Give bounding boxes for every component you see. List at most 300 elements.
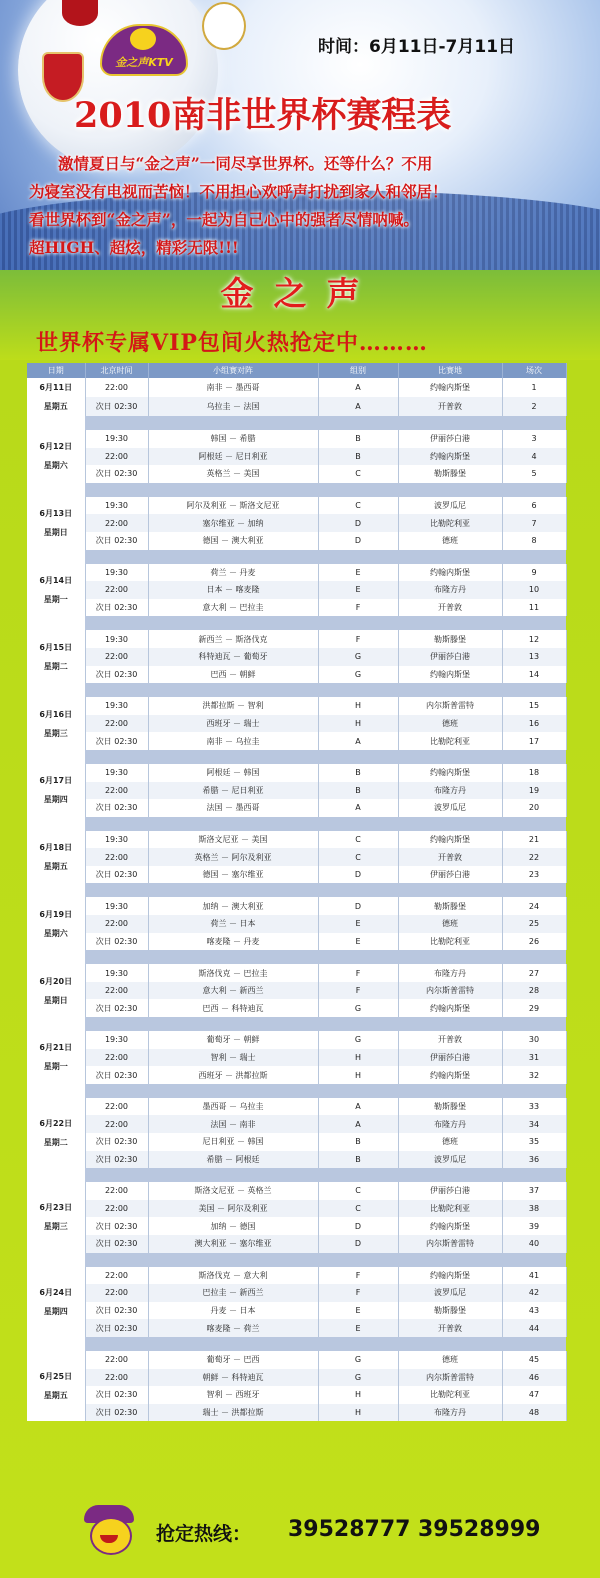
group: D	[318, 1217, 398, 1235]
match-fixture: 墨西哥 － 乌拉圭	[148, 1098, 318, 1116]
venue: 比勒陀利亚	[398, 933, 502, 951]
venue: 布隆方丹	[398, 1404, 502, 1422]
match-number: 46	[502, 1369, 566, 1387]
intro-line: 看世界杯到“金之声”，一起为自己心中的强者尽情呐喊。	[29, 210, 419, 229]
kickoff-time: 22:00	[85, 448, 148, 466]
match-fixture: 南非 － 乌拉圭	[148, 732, 318, 750]
separator-cell	[27, 1084, 85, 1098]
venue: 比勒陀利亚	[398, 514, 502, 532]
match-date: 6月20日	[39, 976, 73, 986]
venue: 德班	[398, 915, 502, 933]
day-separator	[27, 1017, 566, 1031]
kickoff-time: 次日 02:30	[85, 1302, 148, 1320]
separator-cell	[27, 750, 85, 764]
table-row	[27, 933, 566, 951]
separator-cell	[27, 1337, 85, 1351]
match-number: 28	[502, 982, 566, 1000]
venue: 开普敦	[398, 1319, 502, 1337]
table-row	[27, 715, 566, 733]
match-number: 11	[502, 599, 566, 617]
venue: 约翰内斯堡	[398, 831, 502, 849]
group: A	[318, 378, 398, 397]
match-number: 15	[502, 697, 566, 715]
separator-cell	[27, 683, 85, 697]
match-date: 6月13日	[39, 509, 73, 519]
table-row	[27, 697, 566, 715]
kickoff-time: 19:30	[85, 497, 148, 515]
match-fixture: 斯洛伐克 － 意大利	[148, 1267, 318, 1285]
match-number: 23	[502, 866, 566, 884]
match-fixture: 喀麦隆 － 荷兰	[148, 1319, 318, 1337]
table-row	[27, 848, 566, 866]
group: F	[318, 630, 398, 648]
group: B	[318, 764, 398, 782]
match-number: 38	[502, 1200, 566, 1218]
day-separator	[27, 750, 566, 764]
match-weekday: 星期二	[43, 1138, 68, 1147]
mascot-face-icon	[130, 28, 156, 50]
group: B	[318, 448, 398, 466]
table-row	[27, 999, 566, 1017]
match-number: 5	[502, 465, 566, 483]
venue: 约翰内斯堡	[398, 666, 502, 684]
kickoff-time: 次日 02:30	[85, 933, 148, 951]
table-row	[27, 497, 566, 515]
table-row	[27, 1404, 566, 1422]
separator-cell	[85, 1253, 566, 1267]
kickoff-time: 22:00	[85, 1284, 148, 1302]
group: E	[318, 915, 398, 933]
venue: 伊丽莎白港	[398, 648, 502, 666]
match-date: 6月17日	[39, 776, 73, 786]
match-fixture: 法国 － 南非	[148, 1115, 318, 1133]
separator-cell	[85, 1168, 566, 1182]
table-row	[27, 1049, 566, 1067]
table-row	[27, 666, 566, 684]
separator-cell	[85, 483, 566, 497]
match-fixture: 巴西 － 朝鲜	[148, 666, 318, 684]
kickoff-time: 次日 02:30	[85, 599, 148, 617]
match-date: 6月24日	[39, 1287, 73, 1297]
separator-cell	[27, 950, 85, 964]
table-row	[27, 1302, 566, 1320]
match-fixture: 希腊 － 阿根廷	[148, 1151, 318, 1169]
kickoff-time: 19:30	[85, 564, 148, 582]
kickoff-time: 22:00	[85, 782, 148, 800]
match-fixture: 洪都拉斯 － 智利	[148, 697, 318, 715]
table-row	[27, 915, 566, 933]
group: H	[318, 1049, 398, 1067]
match-number: 4	[502, 448, 566, 466]
venue: 勒斯滕堡	[398, 1302, 502, 1320]
kickoff-time: 22:00	[85, 648, 148, 666]
group: H	[318, 697, 398, 715]
match-fixture: 加纳 － 德国	[148, 1217, 318, 1235]
match-number: 26	[502, 933, 566, 951]
kickoff-time: 次日 02:30	[85, 666, 148, 684]
match-fixture: 乌拉圭 － 法国	[148, 397, 318, 416]
match-number: 29	[502, 999, 566, 1017]
match-fixture: 德国 － 塞尔维亚	[148, 866, 318, 884]
venue: 约翰内斯堡	[398, 448, 502, 466]
separator-cell	[85, 1337, 566, 1351]
match-weekday: 星期一	[43, 594, 68, 604]
table-row	[27, 630, 566, 648]
venue: 比勒陀利亚	[398, 1386, 502, 1404]
day-separator	[27, 1337, 566, 1351]
match-number: 2	[502, 397, 566, 416]
schedule-table	[27, 363, 567, 1421]
match-number: 13	[502, 648, 566, 666]
venue: 内尔斯普雷特	[398, 697, 502, 715]
date-cell	[27, 564, 85, 617]
match-fixture: 新西兰 － 斯洛伐克	[148, 630, 318, 648]
kickoff-time: 次日 02:30	[85, 465, 148, 483]
venue: 比勒陀利亚	[398, 1200, 502, 1218]
date-cell	[27, 697, 85, 750]
match-weekday: 星期四	[43, 1306, 68, 1316]
group: B	[318, 1151, 398, 1169]
hotline-label: 抢定热线：	[156, 1523, 252, 1545]
group: C	[318, 831, 398, 849]
separator-cell	[27, 883, 85, 897]
venue: 波罗瓜尼	[398, 1151, 502, 1169]
venue: 约翰内斯堡	[398, 1066, 502, 1084]
group: A	[318, 1115, 398, 1133]
table-row	[27, 581, 566, 599]
venue: 勒斯滕堡	[398, 630, 502, 648]
group: A	[318, 732, 398, 750]
match-number: 19	[502, 782, 566, 800]
venue: 布隆方丹	[398, 782, 502, 800]
kickoff-time: 22:00	[85, 514, 148, 532]
day-separator	[27, 817, 566, 831]
kickoff-time: 次日 02:30	[85, 999, 148, 1017]
table-row	[27, 378, 566, 397]
date-cell	[27, 497, 85, 550]
day-separator	[27, 550, 566, 564]
table-row	[27, 1151, 566, 1169]
match-fixture: 智利 － 西班牙	[148, 1386, 318, 1404]
group: C	[318, 465, 398, 483]
group: H	[318, 1404, 398, 1422]
venue: 开普敦	[398, 599, 502, 617]
match-date: 6月18日	[39, 843, 73, 853]
venue: 内尔斯普雷特	[398, 1235, 502, 1253]
kickoff-time: 次日 02:30	[85, 732, 148, 750]
venue: 布隆方丹	[398, 1115, 502, 1133]
group: D	[318, 532, 398, 550]
table-row	[27, 1133, 566, 1151]
match-fixture: 韩国 － 希腊	[148, 430, 318, 448]
group: C	[318, 1182, 398, 1200]
venue: 布隆方丹	[398, 581, 502, 599]
match-date: 6月19日	[39, 909, 73, 919]
real-madrid-badge-icon	[202, 2, 246, 50]
separator-cell	[85, 683, 566, 697]
group: E	[318, 581, 398, 599]
kickoff-time: 次日 02:30	[85, 1066, 148, 1084]
match-number: 35	[502, 1133, 566, 1151]
match-number: 36	[502, 1151, 566, 1169]
match-number: 22	[502, 848, 566, 866]
group: E	[318, 1319, 398, 1337]
match-number: 21	[502, 831, 566, 849]
kickoff-time: 22:00	[85, 581, 148, 599]
table-row	[27, 897, 566, 915]
kickoff-time: 次日 02:30	[85, 397, 148, 416]
venue: 约翰内斯堡	[398, 378, 502, 397]
match-date: 6月22日	[39, 1119, 73, 1128]
schedule-body	[27, 378, 566, 1421]
match-fixture: 西班牙 － 瑞士	[148, 715, 318, 733]
table-row	[27, 1319, 566, 1337]
match-number: 32	[502, 1066, 566, 1084]
match-number: 42	[502, 1284, 566, 1302]
date-cell	[27, 430, 85, 483]
hotline-bar	[0, 1505, 600, 1565]
table-row	[27, 1386, 566, 1404]
table-row	[27, 514, 566, 532]
column-header: 场次	[502, 363, 566, 378]
day-separator	[27, 1168, 566, 1182]
match-weekday: 星期三	[43, 728, 68, 738]
kickoff-time: 次日 02:30	[85, 1133, 148, 1151]
match-number: 33	[502, 1098, 566, 1116]
match-fixture: 斯洛文尼亚 － 英格兰	[148, 1182, 318, 1200]
kickoff-time: 次日 02:30	[85, 1151, 148, 1169]
date-cell	[27, 1031, 85, 1084]
match-number: 25	[502, 915, 566, 933]
group: D	[318, 866, 398, 884]
venue: 伊丽莎白港	[398, 1182, 502, 1200]
ktv-logo-text: 金之声KTV	[115, 56, 173, 69]
match-date: 6月11日	[39, 383, 73, 392]
table-row	[27, 831, 566, 849]
match-weekday: 星期五	[43, 402, 68, 411]
match-number: 6	[502, 497, 566, 515]
table-row	[27, 532, 566, 550]
match-number: 20	[502, 799, 566, 817]
match-number: 18	[502, 764, 566, 782]
kickoff-time: 22:00	[85, 1115, 148, 1133]
separator-cell	[85, 1017, 566, 1031]
group: B	[318, 430, 398, 448]
venue: 内尔斯普雷特	[398, 982, 502, 1000]
match-weekday: 星期六	[43, 461, 68, 471]
separator-cell	[27, 1017, 85, 1031]
group: G	[318, 666, 398, 684]
match-number: 17	[502, 732, 566, 750]
match-number: 3	[502, 430, 566, 448]
match-number: 39	[502, 1217, 566, 1235]
separator-cell	[27, 416, 85, 430]
group: B	[318, 782, 398, 800]
venue: 伊丽莎白港	[398, 1049, 502, 1067]
date-cell	[27, 1351, 85, 1421]
group: A	[318, 397, 398, 416]
match-number: 31	[502, 1049, 566, 1067]
table-row	[27, 448, 566, 466]
kickoff-time: 22:00	[85, 982, 148, 1000]
match-fixture: 尼日利亚 － 韩国	[148, 1133, 318, 1151]
venue: 约翰内斯堡	[398, 764, 502, 782]
day-separator	[27, 416, 566, 430]
kickoff-time: 次日 02:30	[85, 532, 148, 550]
match-number: 44	[502, 1319, 566, 1337]
match-fixture: 美国 － 阿尔及利亚	[148, 1200, 318, 1218]
match-fixture: 意大利 － 新西兰	[148, 982, 318, 1000]
table-row	[27, 599, 566, 617]
match-weekday: 星期六	[43, 928, 68, 938]
match-fixture: 斯洛伐克 － 巴拉圭	[148, 964, 318, 982]
table-row	[27, 1182, 566, 1200]
match-fixture: 荷兰 － 丹麦	[148, 564, 318, 582]
hotline-phone: 39528777	[288, 1517, 411, 1542]
match-weekday: 星期三	[43, 1222, 68, 1232]
match-number: 43	[502, 1302, 566, 1320]
separator-cell	[85, 1084, 566, 1098]
separator-cell	[85, 750, 566, 764]
match-number: 7	[502, 514, 566, 532]
venue: 开普敦	[398, 397, 502, 416]
match-number: 8	[502, 532, 566, 550]
group: D	[318, 1235, 398, 1253]
column-header: 日期	[27, 363, 85, 378]
group: C	[318, 1200, 398, 1218]
kickoff-time: 次日 02:30	[85, 1235, 148, 1253]
match-fixture: 英格兰 － 阿尔及利亚	[148, 848, 318, 866]
match-number: 37	[502, 1182, 566, 1200]
match-number: 30	[502, 1031, 566, 1049]
venue: 比勒陀利亚	[398, 732, 502, 750]
kickoff-time: 22:00	[85, 715, 148, 733]
match-date: 6月25日	[39, 1372, 73, 1382]
kickoff-time: 22:00	[85, 915, 148, 933]
table-row	[27, 782, 566, 800]
kickoff-time: 次日 02:30	[85, 1386, 148, 1404]
table-row	[27, 430, 566, 448]
table-row	[27, 1066, 566, 1084]
match-number: 45	[502, 1351, 566, 1369]
kickoff-time: 次日 02:30	[85, 1319, 148, 1337]
group: F	[318, 599, 398, 617]
venue: 开普敦	[398, 1031, 502, 1049]
table-row	[27, 1115, 566, 1133]
kickoff-time: 19:30	[85, 964, 148, 982]
venue: 约翰内斯堡	[398, 1267, 502, 1285]
match-number: 40	[502, 1235, 566, 1253]
table-row	[27, 1098, 566, 1116]
group: G	[318, 1351, 398, 1369]
separator-cell	[27, 1253, 85, 1267]
separator-cell	[85, 416, 566, 430]
group: G	[318, 999, 398, 1017]
group: G	[318, 1369, 398, 1387]
match-weekday: 星期五	[43, 862, 68, 872]
match-fixture: 智利 － 瑞士	[148, 1049, 318, 1067]
separator-cell	[85, 550, 566, 564]
match-number: 24	[502, 897, 566, 915]
table-row	[27, 1284, 566, 1302]
kickoff-time: 19:30	[85, 831, 148, 849]
match-date: 6月16日	[39, 709, 73, 719]
match-fixture: 意大利 － 巴拉圭	[148, 599, 318, 617]
group: E	[318, 564, 398, 582]
venue: 勒斯滕堡	[398, 465, 502, 483]
match-weekday: 星期日	[43, 528, 68, 538]
match-number: 10	[502, 581, 566, 599]
kickoff-time: 22:00	[85, 1098, 148, 1116]
separator-cell	[85, 616, 566, 630]
separator-cell	[27, 1168, 85, 1182]
mascot-icon	[80, 1505, 138, 1559]
match-fixture: 阿尔及利亚 － 斯洛文尼亚	[148, 497, 318, 515]
table-header-row	[27, 363, 566, 378]
table-row	[27, 1351, 566, 1369]
separator-cell	[27, 550, 85, 564]
day-separator	[27, 616, 566, 630]
match-fixture: 巴拉圭 － 新西兰	[148, 1284, 318, 1302]
match-fixture: 斯洛文尼亚 － 美国	[148, 831, 318, 849]
match-fixture: 塞尔维亚 － 加纳	[148, 514, 318, 532]
match-number: 16	[502, 715, 566, 733]
column-header: 组别	[318, 363, 398, 378]
date-cell	[27, 1182, 85, 1252]
event-period: 时间：6月11日-7月11日	[318, 37, 516, 57]
group: E	[318, 1302, 398, 1320]
hotline-phone: 39528999	[418, 1517, 541, 1542]
venue: 约翰内斯堡	[398, 564, 502, 582]
group: G	[318, 1031, 398, 1049]
table-row	[27, 1031, 566, 1049]
intro-line: 超HIGH、超炫，精彩无限!!!	[29, 238, 239, 257]
schedule-table-container	[27, 363, 566, 1421]
match-weekday: 星期四	[43, 795, 68, 805]
match-date: 6月23日	[39, 1203, 73, 1213]
venue: 波罗瓜尼	[398, 1284, 502, 1302]
match-fixture: 葡萄牙 － 朝鲜	[148, 1031, 318, 1049]
kickoff-time: 22:00	[85, 1369, 148, 1387]
match-fixture: 法国 － 墨西哥	[148, 799, 318, 817]
match-date: 6月12日	[39, 442, 73, 452]
match-fixture: 澳大利亚 － 塞尔维亚	[148, 1235, 318, 1253]
kickoff-time: 22:00	[85, 1351, 148, 1369]
venue: 德班	[398, 1351, 502, 1369]
date-cell	[27, 897, 85, 950]
group: H	[318, 1066, 398, 1084]
group: F	[318, 964, 398, 982]
table-row	[27, 866, 566, 884]
kickoff-time: 19:30	[85, 764, 148, 782]
date-cell	[27, 1098, 85, 1168]
intro-line: 激情夏日与“金之声”一同尽享世界杯。还等什么？不用	[58, 154, 433, 173]
ac-milan-badge-icon	[62, 0, 98, 26]
match-weekday: 星期日	[43, 995, 68, 1005]
venue: 勒斯滕堡	[398, 897, 502, 915]
kickoff-time: 19:30	[85, 430, 148, 448]
kickoff-time: 次日 02:30	[85, 1404, 148, 1422]
venue: 勒斯滕堡	[398, 1098, 502, 1116]
venue: 开普敦	[398, 848, 502, 866]
match-number: 14	[502, 666, 566, 684]
match-fixture: 德国 － 澳大利亚	[148, 532, 318, 550]
match-weekday: 星期一	[43, 1062, 68, 1072]
day-separator	[27, 883, 566, 897]
kickoff-time: 次日 02:30	[85, 1217, 148, 1235]
day-separator	[27, 1084, 566, 1098]
group: A	[318, 799, 398, 817]
